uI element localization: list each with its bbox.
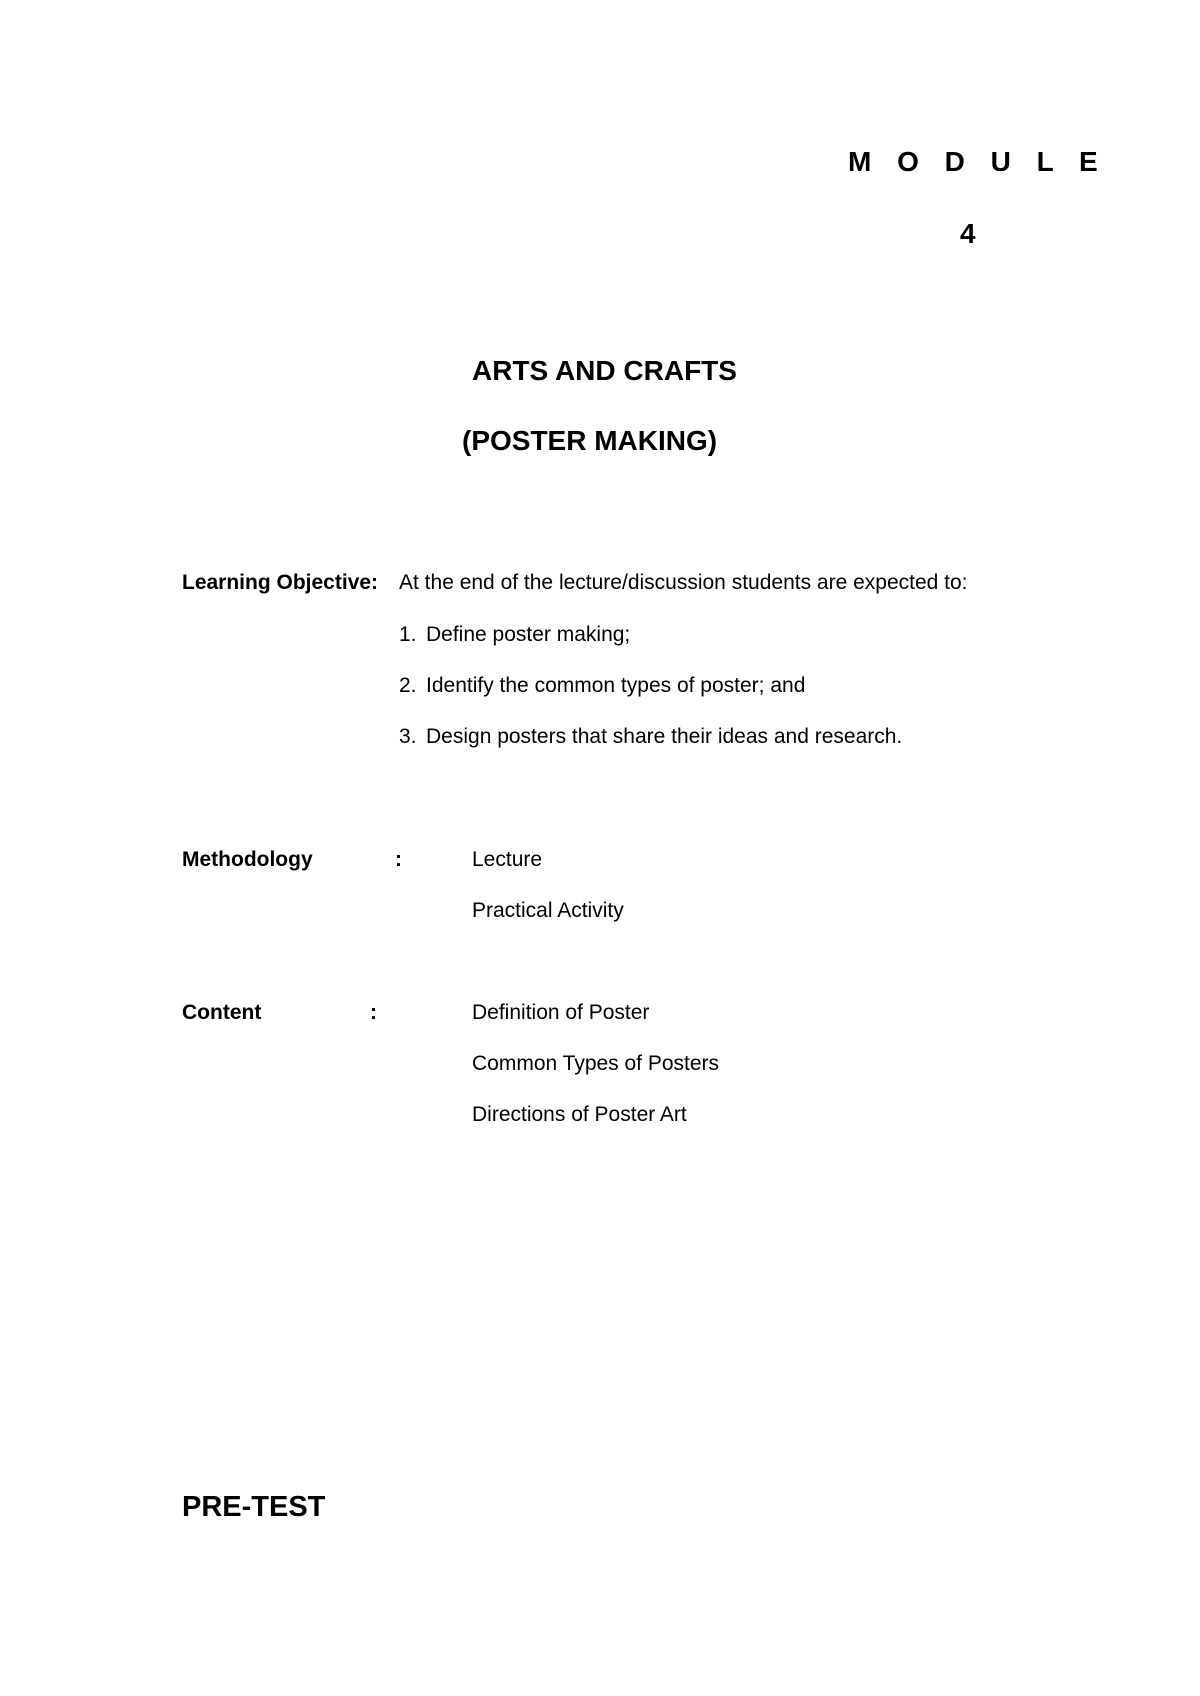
content-colon: : <box>370 1001 377 1024</box>
methodology-label: Methodology <box>182 848 313 871</box>
content-item: Directions of Poster Art <box>472 1103 687 1126</box>
objective-number: 2. <box>399 674 417 697</box>
document-subtitle: (POSTER MAKING) <box>462 425 718 456</box>
learning-objective-intro: At the end of the lecture/discussion students are expected to: <box>399 571 968 594</box>
content-item: Definition of Poster <box>472 1001 650 1024</box>
content-label: Content <box>182 1001 262 1024</box>
content-item: Common Types of Posters <box>472 1052 720 1075</box>
objective-text: Design posters that share their ideas and research. <box>426 725 903 748</box>
module-number: 4 <box>960 218 976 249</box>
objective-number: 1. <box>399 623 417 646</box>
document-title: ARTS AND CRAFTS <box>472 355 737 386</box>
learning-objective-label: Learning Objective: <box>182 571 379 594</box>
methodology-colon: : <box>395 848 402 871</box>
objective-text: Define poster making; <box>426 623 631 646</box>
methodology-item: Practical Activity <box>472 899 624 922</box>
objective-text: Identify the common types of poster; and <box>426 674 806 697</box>
methodology-item: Lecture <box>472 848 543 871</box>
pretest-heading: PRE-TEST <box>182 1491 326 1523</box>
module-label: M O D U L E <box>848 146 1107 177</box>
objective-number: 3. <box>399 725 417 748</box>
